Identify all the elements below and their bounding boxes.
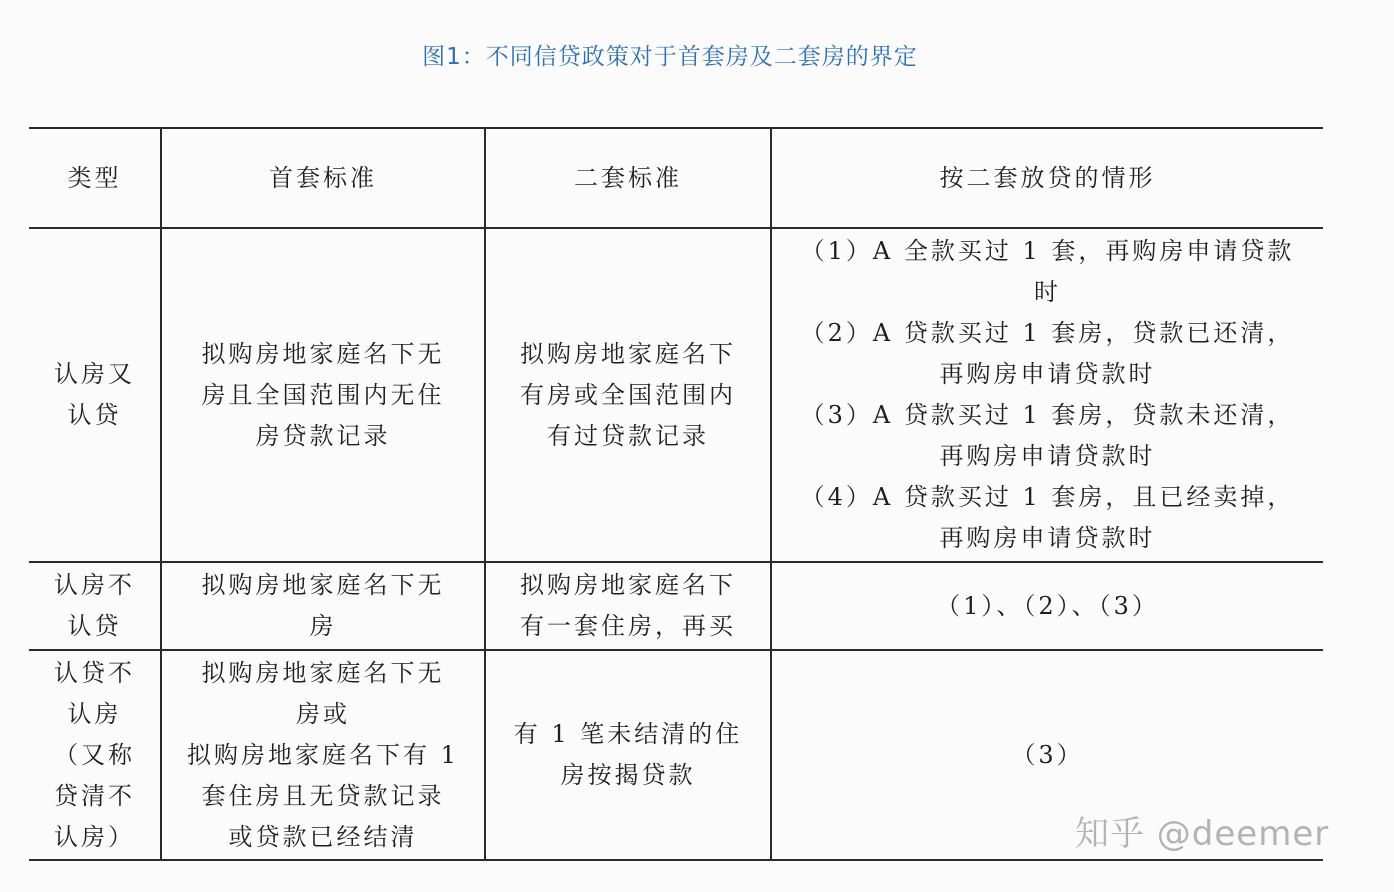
cell-line: 拟购房地家庭名下 xyxy=(520,339,736,368)
cell-line: 认房不 xyxy=(54,571,135,599)
cell-line: 有房或全国范围内 xyxy=(520,380,736,409)
cell-line: （1）A 全款买过 1 套，再购房申请贷款 xyxy=(800,237,1295,265)
cell-line: （2）A 贷款买过 1 套房，贷款已还清， xyxy=(800,319,1295,347)
cell-line: 认房又 xyxy=(54,360,135,388)
cell-line: 时 xyxy=(1034,278,1061,306)
cell-line: 或贷款已经结清 xyxy=(228,822,418,851)
cell-line: （3） xyxy=(1011,740,1084,769)
cell-type xyxy=(29,650,161,860)
cell-line: 有 1 笔未结清的住 xyxy=(513,720,743,748)
cell-line: （3）A 贷款买过 1 套房，贷款未还清， xyxy=(800,401,1295,429)
cell-type xyxy=(29,562,161,650)
cell-line: 再购房申请贷款时 xyxy=(939,360,1156,388)
policy-table xyxy=(29,127,1323,861)
cell-line: 拟购房地家庭名下 xyxy=(520,571,736,599)
cell-line: （4）A 贷款买过 1 套房，且已经卖掉， xyxy=(800,483,1295,511)
cell-line: （1）、（2）、（3） xyxy=(936,591,1159,620)
cell-line: 房按揭贷款 xyxy=(560,761,696,789)
cell-type xyxy=(29,228,161,562)
header-second-cases: 按二套放贷的情形 xyxy=(771,128,1323,228)
figure-title: 图1：不同信贷政策对于首套房及二套房的界定 xyxy=(422,44,918,70)
table-row xyxy=(29,228,1323,562)
cell-line: 贷清不 xyxy=(54,781,135,810)
cell-line: 房或 xyxy=(296,699,350,728)
cell-line: 认房） xyxy=(54,822,135,851)
cell-line: 房贷款记录 xyxy=(255,421,391,450)
cell-second-standard xyxy=(485,650,771,860)
cell-line: （又称 xyxy=(54,740,135,769)
cell-line: 认贷不 xyxy=(54,658,135,687)
cell-line: 拟购房地家庭名下无 xyxy=(201,658,445,687)
cell-line: 再购房申请贷款时 xyxy=(939,524,1156,552)
cell-line: 再购房申请贷款时 xyxy=(939,442,1156,470)
cell-second-standard xyxy=(485,562,771,650)
cell-first-standard xyxy=(161,228,485,562)
header-row xyxy=(29,128,1323,228)
cell-second-standard xyxy=(485,228,771,562)
cell-line: 认房 xyxy=(67,699,122,728)
watermark: 知乎 @deemer xyxy=(1075,814,1330,854)
header-first-standard: 首套标准 xyxy=(161,128,485,228)
cell-line: 有过贷款记录 xyxy=(547,421,709,450)
cell-first-standard xyxy=(161,562,485,650)
table-row xyxy=(29,562,1323,650)
cell-line: 认贷 xyxy=(67,401,122,429)
cell-line: 房 xyxy=(309,612,337,640)
cell-line: 拟购房地家庭名下无 xyxy=(201,339,445,368)
cell-line: 认贷 xyxy=(67,612,122,640)
cell-second-cases xyxy=(771,562,1323,650)
header-type: 类型 xyxy=(29,128,161,228)
cell-second-cases xyxy=(771,228,1323,562)
cell-line: 套住房且无贷款记录 xyxy=(201,781,445,810)
cell-line: 拟购房地家庭名下无 xyxy=(201,571,445,599)
cell-line: 拟购房地家庭名下有 1 xyxy=(187,740,459,769)
cell-first-standard xyxy=(161,650,485,860)
cell-line: 房且全国范围内无住 xyxy=(201,380,445,409)
header-second-standard: 二套标准 xyxy=(485,128,771,228)
cell-line: 有一套住房，再买 xyxy=(520,612,736,640)
